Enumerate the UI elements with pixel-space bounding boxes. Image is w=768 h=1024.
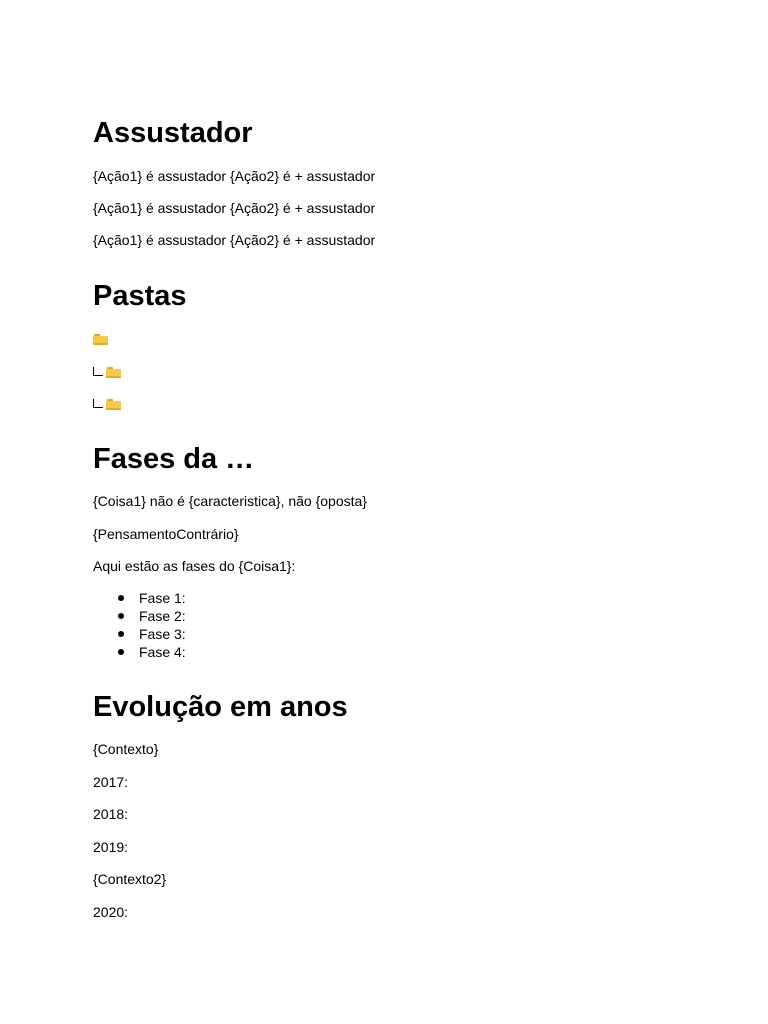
folder-row-3 <box>93 395 121 413</box>
subfolder-corner-icon <box>93 399 103 408</box>
list-item-label: Fase 4: <box>139 644 186 660</box>
assustador-line-2: {Ação1} é assustador {Ação2} é + assustador <box>93 200 376 216</box>
heading-evolucao: Evolução em anos <box>93 691 348 723</box>
list-item <box>93 607 186 625</box>
folder-icon <box>93 334 108 345</box>
folder-row-1 <box>93 330 108 348</box>
evolucao-line-1: {Contexto} <box>93 741 159 757</box>
assustador-line-1: {Ação1} é assustador {Ação2} é + assustador <box>93 168 376 184</box>
fases-line-1: {Coisa1} não é {caracteristica}, não {oposta} <box>93 493 367 509</box>
bullet-icon <box>118 595 124 601</box>
evolucao-line-2: 2017: <box>93 774 129 790</box>
heading-pastas: Pastas <box>93 280 187 312</box>
list-item <box>93 643 186 661</box>
fases-list <box>93 589 186 661</box>
heading-assustador: Assustador <box>93 117 253 149</box>
subfolder-corner-icon <box>93 367 103 376</box>
bullet-icon <box>118 631 124 637</box>
bullet-icon <box>118 613 124 619</box>
folder-row-2 <box>93 363 121 381</box>
assustador-line-3: {Ação1} é assustador {Ação2} é + assustador <box>93 232 376 248</box>
fases-line-2: {PensamentoContrário} <box>93 526 239 542</box>
list-item-label: Fase 2: <box>139 608 186 624</box>
list-item-label: Fase 1: <box>139 590 186 606</box>
list-item-label: Fase 3: <box>139 626 186 642</box>
fases-line-3: Aqui estão as fases do {Coisa1}: <box>93 558 296 574</box>
heading-fases: Fases da … <box>93 443 255 475</box>
evolucao-line-5: {Contexto2} <box>93 871 167 887</box>
bullet-icon <box>118 649 124 655</box>
list-item <box>93 625 186 643</box>
evolucao-line-6: 2020: <box>93 904 129 920</box>
folder-icon <box>106 367 121 378</box>
list-item <box>93 589 186 607</box>
evolucao-line-3: 2018: <box>93 806 129 822</box>
folder-icon <box>106 399 121 410</box>
evolucao-line-4: 2019: <box>93 839 129 855</box>
